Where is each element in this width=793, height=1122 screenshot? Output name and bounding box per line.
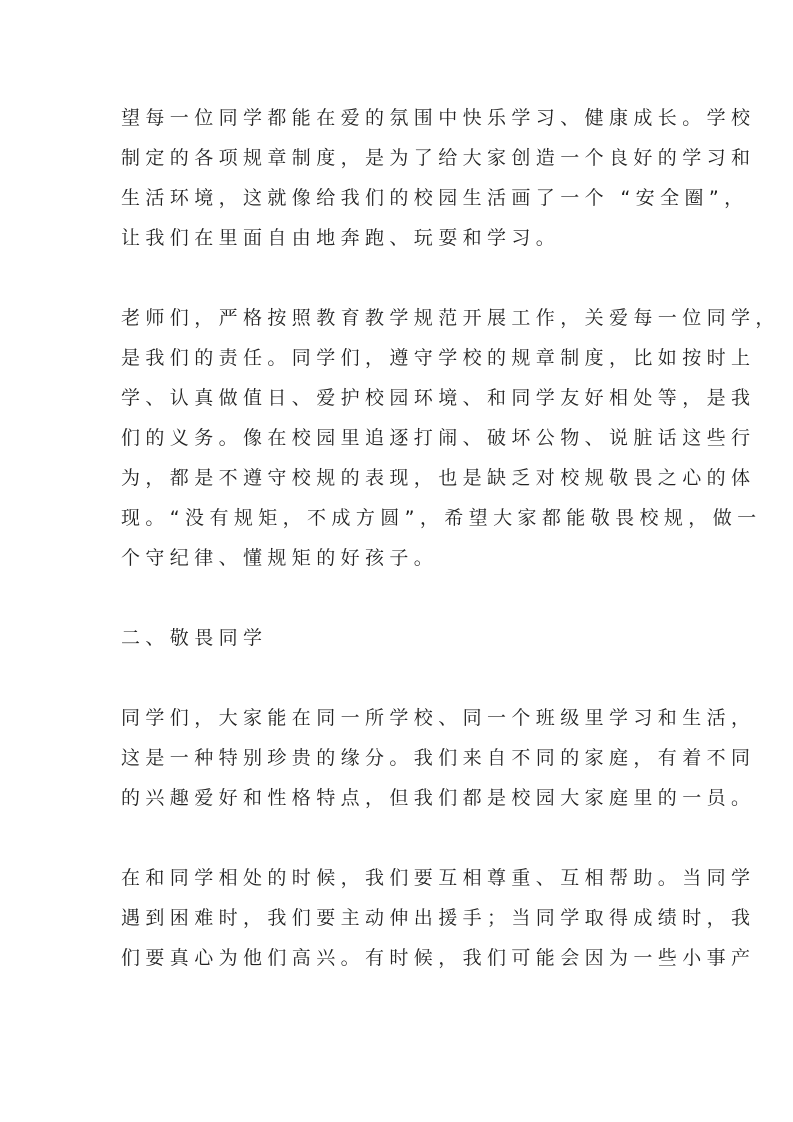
- text-line: 生活环境，这就像给我们的校园生活画了一个 “安全圈”，: [121, 187, 749, 209]
- text-line: 们要真心为他们高兴。有时候，我们可能会因为一些小事产: [121, 947, 756, 969]
- text-line: 的兴趣爱好和性格特点，但我们都是校园大家庭里的一员。: [121, 787, 756, 809]
- text-line: 遇到困难时，我们要主动伸出援手；当同学取得成绩时，我: [121, 907, 756, 929]
- text-line: 现。“没有规矩，不成方圆”，希望大家都能敬畏校规，做一: [121, 507, 762, 529]
- text-line: 们的义务。像在校园里追逐打闹、破坏公物、说脏话这些行: [121, 427, 756, 449]
- text-line: 让我们在里面自由地奔跑、玩耍和学习。: [121, 227, 561, 249]
- text-line: 为，都是不遵守校规的表现，也是缺乏对校规敬畏之心的体: [121, 467, 756, 489]
- text-line: 是我们的责任。同学们，遵守学校的规章制度，比如按时上: [121, 347, 756, 369]
- text-line: 望每一位同学都能在爱的氛围中快乐学习、健康成长。学校: [121, 107, 756, 129]
- text-line: 在和同学相处的时候，我们要互相尊重、互相帮助。当同学: [121, 867, 756, 889]
- text-line: 制定的各项规章制度，是为了给大家创造一个良好的学习和: [121, 147, 756, 169]
- text-line: 同学们，大家能在同一所学校、同一个班级里学习和生活，: [121, 707, 756, 729]
- section-heading-text: 二、敬畏同学: [121, 627, 268, 649]
- text-line: 这是一种特别珍贵的缘分。我们来自不同的家庭，有着不同: [121, 747, 756, 769]
- text-line: 个守纪律、懂规矩的好孩子。: [121, 547, 439, 569]
- text-line: 老师们，严格按照教育教学规范开展工作，关爱每一位同学，: [121, 307, 780, 329]
- text-line: 学、认真做值日、爱护校园环境、和同学友好相处等，是我: [121, 387, 756, 409]
